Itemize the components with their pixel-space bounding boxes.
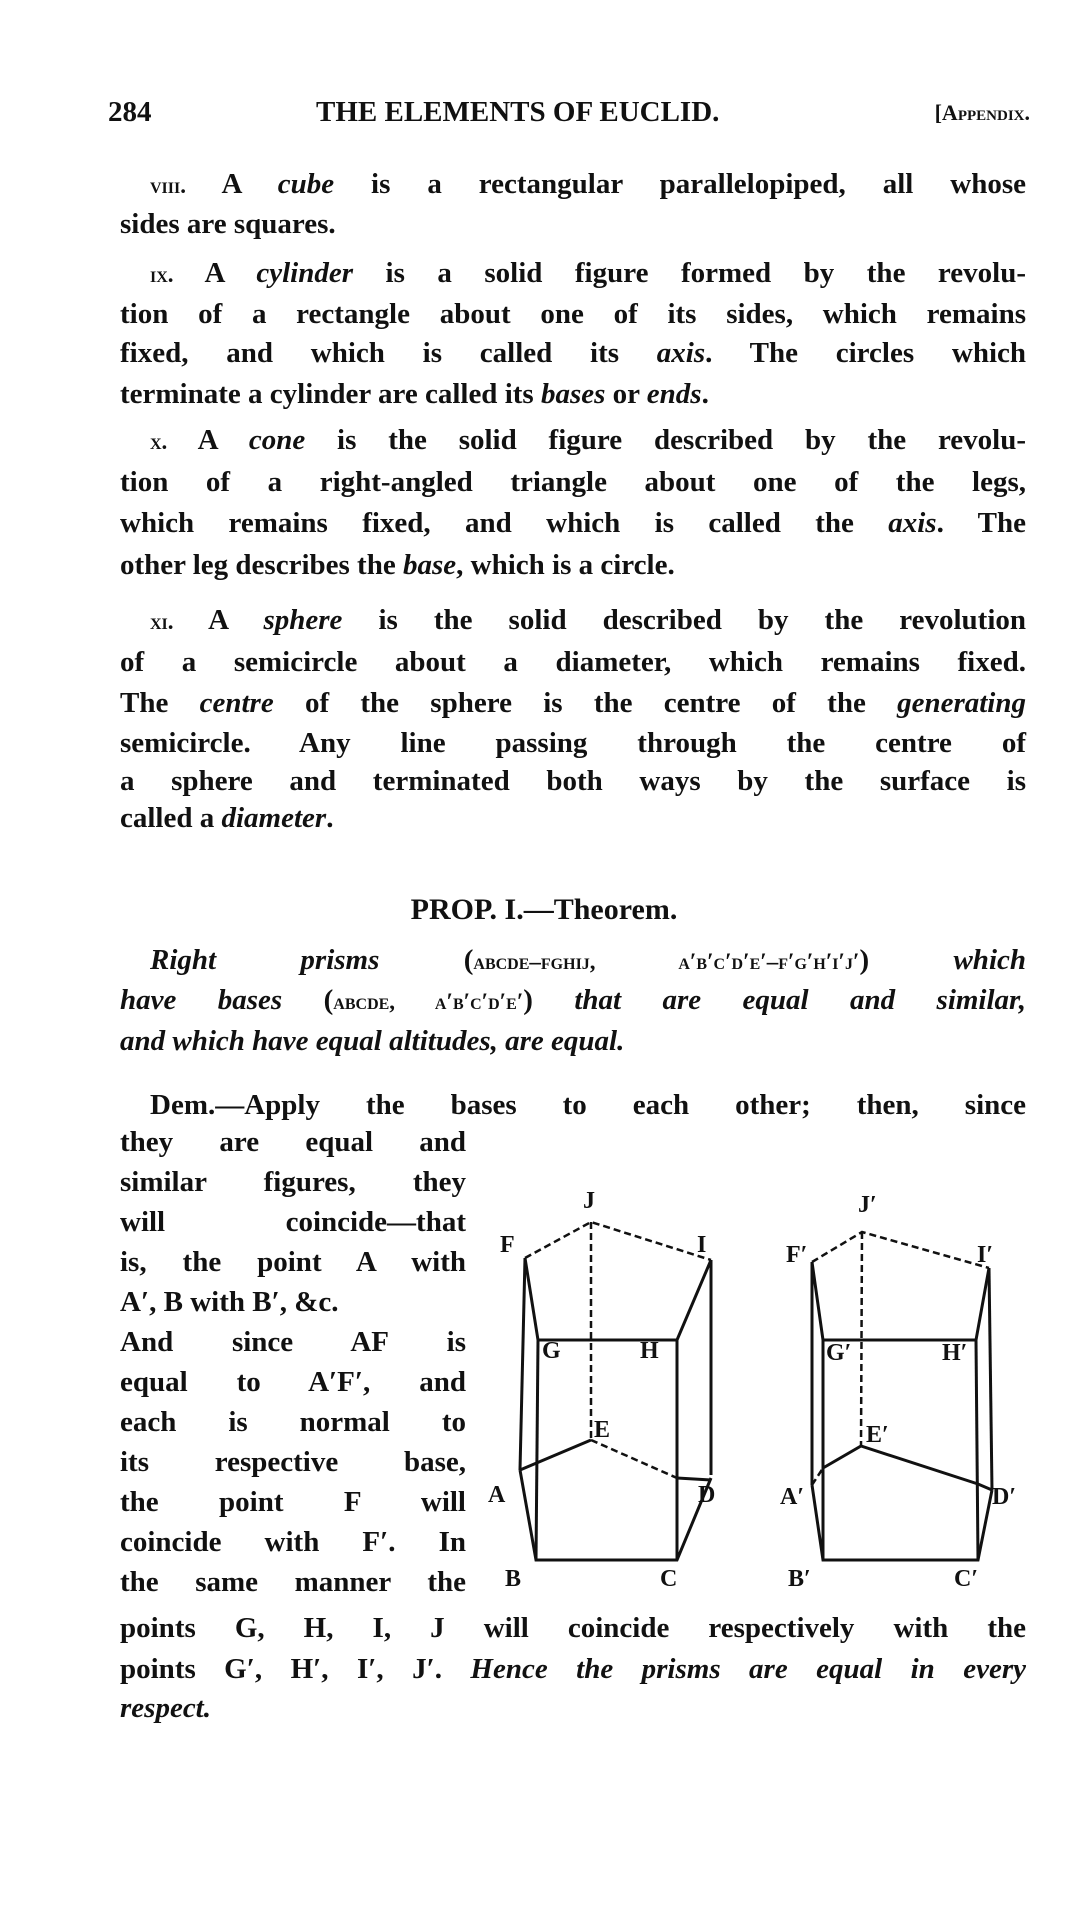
vertex-label: E′ (866, 1422, 889, 1448)
italic-text: bases (540, 378, 606, 410)
text-segment: ) (523, 984, 575, 1016)
text-segment: equal to A′F′, and (120, 1366, 466, 1398)
text-segment: they are equal and (120, 1126, 466, 1158)
italic-text: and which have equal altitudes, are equal. (120, 1025, 625, 1057)
vertex-label: H′ (942, 1340, 968, 1366)
vertex-label: H (640, 1338, 659, 1364)
text-segment: tion of a rectangle about one of its sides, which remains (120, 298, 1026, 330)
small-caps-text: x. (150, 429, 198, 454)
vertex-label: A (488, 1482, 506, 1508)
text-segment: is the solid described by the revolution (342, 604, 1027, 636)
text-segment: , which is a circle. (456, 549, 675, 581)
italic-text: generating (897, 687, 1026, 719)
text-segment: ( (379, 944, 474, 976)
italic-text: centre (199, 687, 274, 719)
text-segment: is the solid figure described by the revolu- (305, 424, 1027, 456)
text-segment: And since AF is (120, 1326, 466, 1358)
vertex-label: I (697, 1232, 707, 1258)
text-segment: terminate a cylinder are called its (120, 378, 541, 410)
small-caps-text: abcde, a′b′c′d′e′ (333, 989, 524, 1014)
italic-text: Right prisms (150, 944, 380, 976)
vertex-label: B′ (788, 1566, 811, 1592)
text-segment: Dem.—Apply the bases to each other; then, since (150, 1089, 1026, 1121)
text-segment: which remains fixed, and which is called the (120, 507, 889, 539)
text-segment: ) (859, 944, 954, 976)
small-caps-text: viii. (150, 173, 222, 198)
italic-text: cone (248, 424, 306, 456)
italic-text: diameter (221, 802, 327, 834)
vertex-label: C (660, 1566, 678, 1592)
text-segment: . (701, 378, 709, 410)
italic-text: cube (277, 168, 335, 200)
italic-text: have bases (120, 984, 283, 1016)
right-prism-labels (780, 1192, 1016, 1592)
text-segment: is a solid figure formed by the revolu- (353, 257, 1026, 289)
text-segment: is a rectangular parallelopiped, all whose (334, 168, 1027, 200)
vertex-label: G (542, 1338, 561, 1364)
vertex-label: A′ (780, 1484, 805, 1510)
text-segment: A (208, 604, 264, 636)
vertex-label: I′ (977, 1242, 994, 1268)
text-segment: A (204, 257, 257, 289)
right-prism (812, 1232, 992, 1560)
vertex-label: B (505, 1566, 522, 1592)
vertex-label: E (594, 1417, 611, 1443)
text-segment: . (326, 802, 334, 834)
text-segment: . The (936, 507, 1026, 539)
italic-text: cylinder (256, 257, 354, 289)
text-segment: A (197, 424, 249, 456)
small-caps-text: abcde–fghij, a′b′c′d′e′–f′g′h′i′j′ (473, 949, 860, 974)
small-caps-text: ix. (150, 262, 205, 287)
vertex-label: D′ (992, 1484, 1017, 1510)
text-segment: similar figures, they (120, 1166, 466, 1198)
italic-text: Hence the prisms are equal in every (470, 1653, 1026, 1685)
text-segment: A′, B with B′, &c. (120, 1286, 339, 1318)
text-segment: sides are squares. (120, 208, 336, 240)
text-segment: of a semicircle about a diameter, which remains fixed. (120, 646, 1026, 678)
vertex-label: G′ (826, 1340, 852, 1366)
text-segment: points G′, H′, I′, J′. (120, 1653, 471, 1685)
italic-text: that are equal and similar, (574, 984, 1026, 1016)
text-segment: other leg describes the (120, 549, 403, 581)
italic-text: sphere (263, 604, 343, 636)
vertex-label: J′ (858, 1192, 877, 1218)
text-segment: each is normal to (120, 1406, 466, 1438)
text-segment: tion of a right-angled triangle about one of the legs, (120, 466, 1026, 498)
text-segment: will coincide—that (120, 1206, 466, 1238)
italic-text: ends (646, 378, 702, 410)
text-segment: the point F will (120, 1486, 466, 1518)
text-segment: of the sphere is the centre of the (273, 687, 898, 719)
italic-text: axis (888, 507, 937, 539)
italic-text: axis (656, 337, 706, 369)
section-label: [Appendix. (934, 100, 1030, 125)
page-number: 284 (108, 96, 152, 128)
italic-text: which (953, 944, 1026, 976)
proposition-heading: PROP. I.—Theorem. (410, 893, 678, 926)
text-segment: a sphere and terminated both ways by the surface is (120, 765, 1026, 797)
text-segment: is, the point A with (120, 1246, 466, 1278)
text-segment: A (221, 168, 278, 200)
vertex-label: F′ (786, 1242, 808, 1268)
left-prism (520, 1222, 711, 1560)
text-segment: ( (282, 984, 334, 1016)
vertex-label: C′ (954, 1566, 979, 1592)
text-segment: the same manner the (120, 1566, 466, 1598)
text-segment: coincide with F′. In (120, 1526, 466, 1558)
text-segment: or (605, 378, 647, 410)
italic-text: base (402, 549, 457, 581)
small-caps-text: xi. (150, 609, 209, 634)
vertex-label: D (698, 1482, 716, 1508)
text-segment: The (120, 687, 200, 719)
italic-text: respect. (120, 1692, 211, 1724)
text-segment: fixed, and which is called its (120, 337, 657, 369)
text-segment: semicircle. Any line passing through the centre of (120, 727, 1026, 759)
text-segment: called a (120, 802, 222, 834)
book-title: THE ELEMENTS OF EUCLID. (316, 96, 720, 128)
text-segment: its respective base, (120, 1446, 466, 1478)
vertex-label: J (583, 1188, 595, 1214)
text-segment: . The circles which (705, 337, 1027, 369)
text-segment: points G, H, I, J will coincide respectively with the (120, 1612, 1026, 1644)
vertex-label: F (500, 1232, 515, 1258)
